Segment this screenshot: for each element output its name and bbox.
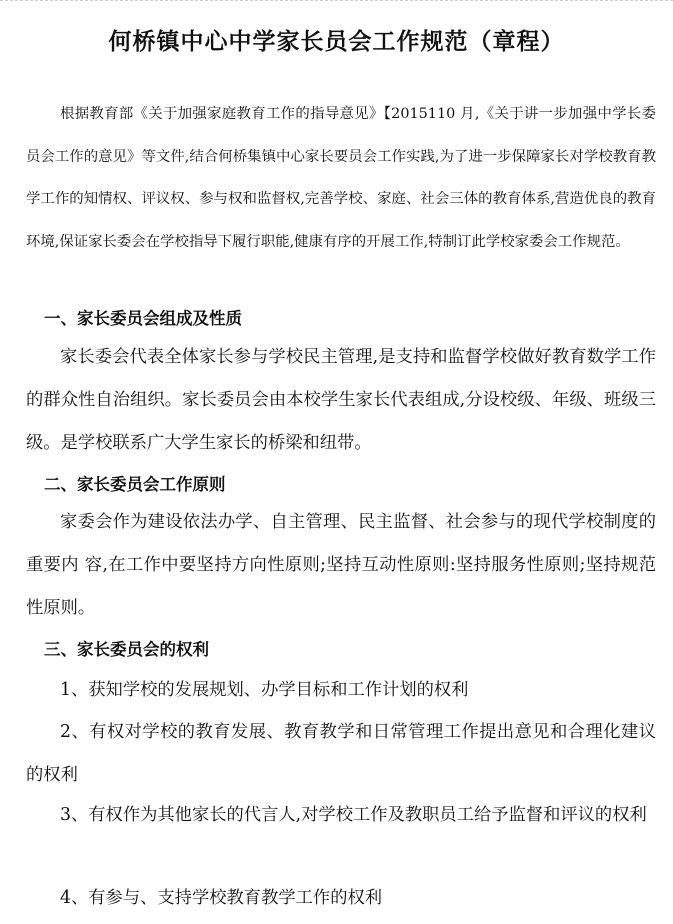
- rights-item-1: 1、获知学校的发展规划、办学目标和工作计划的权利: [60, 680, 469, 700]
- section-text-composition: 家长委会代表全体家长参与学校民主管理,是支持和监督学校做好教育数学工作的群众性自治组织。家长委员会由本校学生家长代表组成,分设校级、年级、班级三级。是学校联系广大学生家长的桥梁和纽带。: [26, 347, 656, 453]
- section-heading-composition: 一、家长委员会组成及性质: [44, 309, 242, 328]
- rights-item-2: 2、有权对学校的教育发展、教育教学和日常管理工作提出意见和合理化建议的权利: [26, 722, 656, 785]
- page-top-edge: [0, 0, 673, 4]
- rights-item-4: 4、有参与、支持学校教育教学工作的权利: [60, 888, 383, 908]
- rights-item-3: 3、有权作为其他家长的代言人,对学校工作及教职员工给予监督和评议的权利: [60, 805, 647, 825]
- section-heading-principles: 二、家长委员会工作原则: [44, 475, 226, 494]
- document-title: 何桥镇中心中学家长员会工作规范（章程）: [108, 29, 565, 56]
- intro-paragraph: 根据教育部《关于加强家庭教育工作的指导意见》【2015110 月,《关于讲一步加强中学长委员会工作的意见》等文件,结合何桥集镇中心家长要员会工作实践,为了进一步保障家长对学校教育教学工作的知情权、评议权、参与权和监督权,完善学校、家庭、社会三体的教育体系,营造优良的教育环境,保证家长委会在学校指导下履行职能,健康有序的开展工作,特制订此学校家委会工作规范。: [26, 106, 656, 250]
- section-heading-rights: 三、家长委员会的权利: [44, 640, 209, 659]
- section-text-principles: 家委会作为建设依法办学、自主管理、民主监督、社会参与的现代学校制度的重要内 容,在工作中要坚持方向性原则;坚持互动性原则:坚持服务性原则;坚持规范性原则。: [26, 512, 656, 618]
